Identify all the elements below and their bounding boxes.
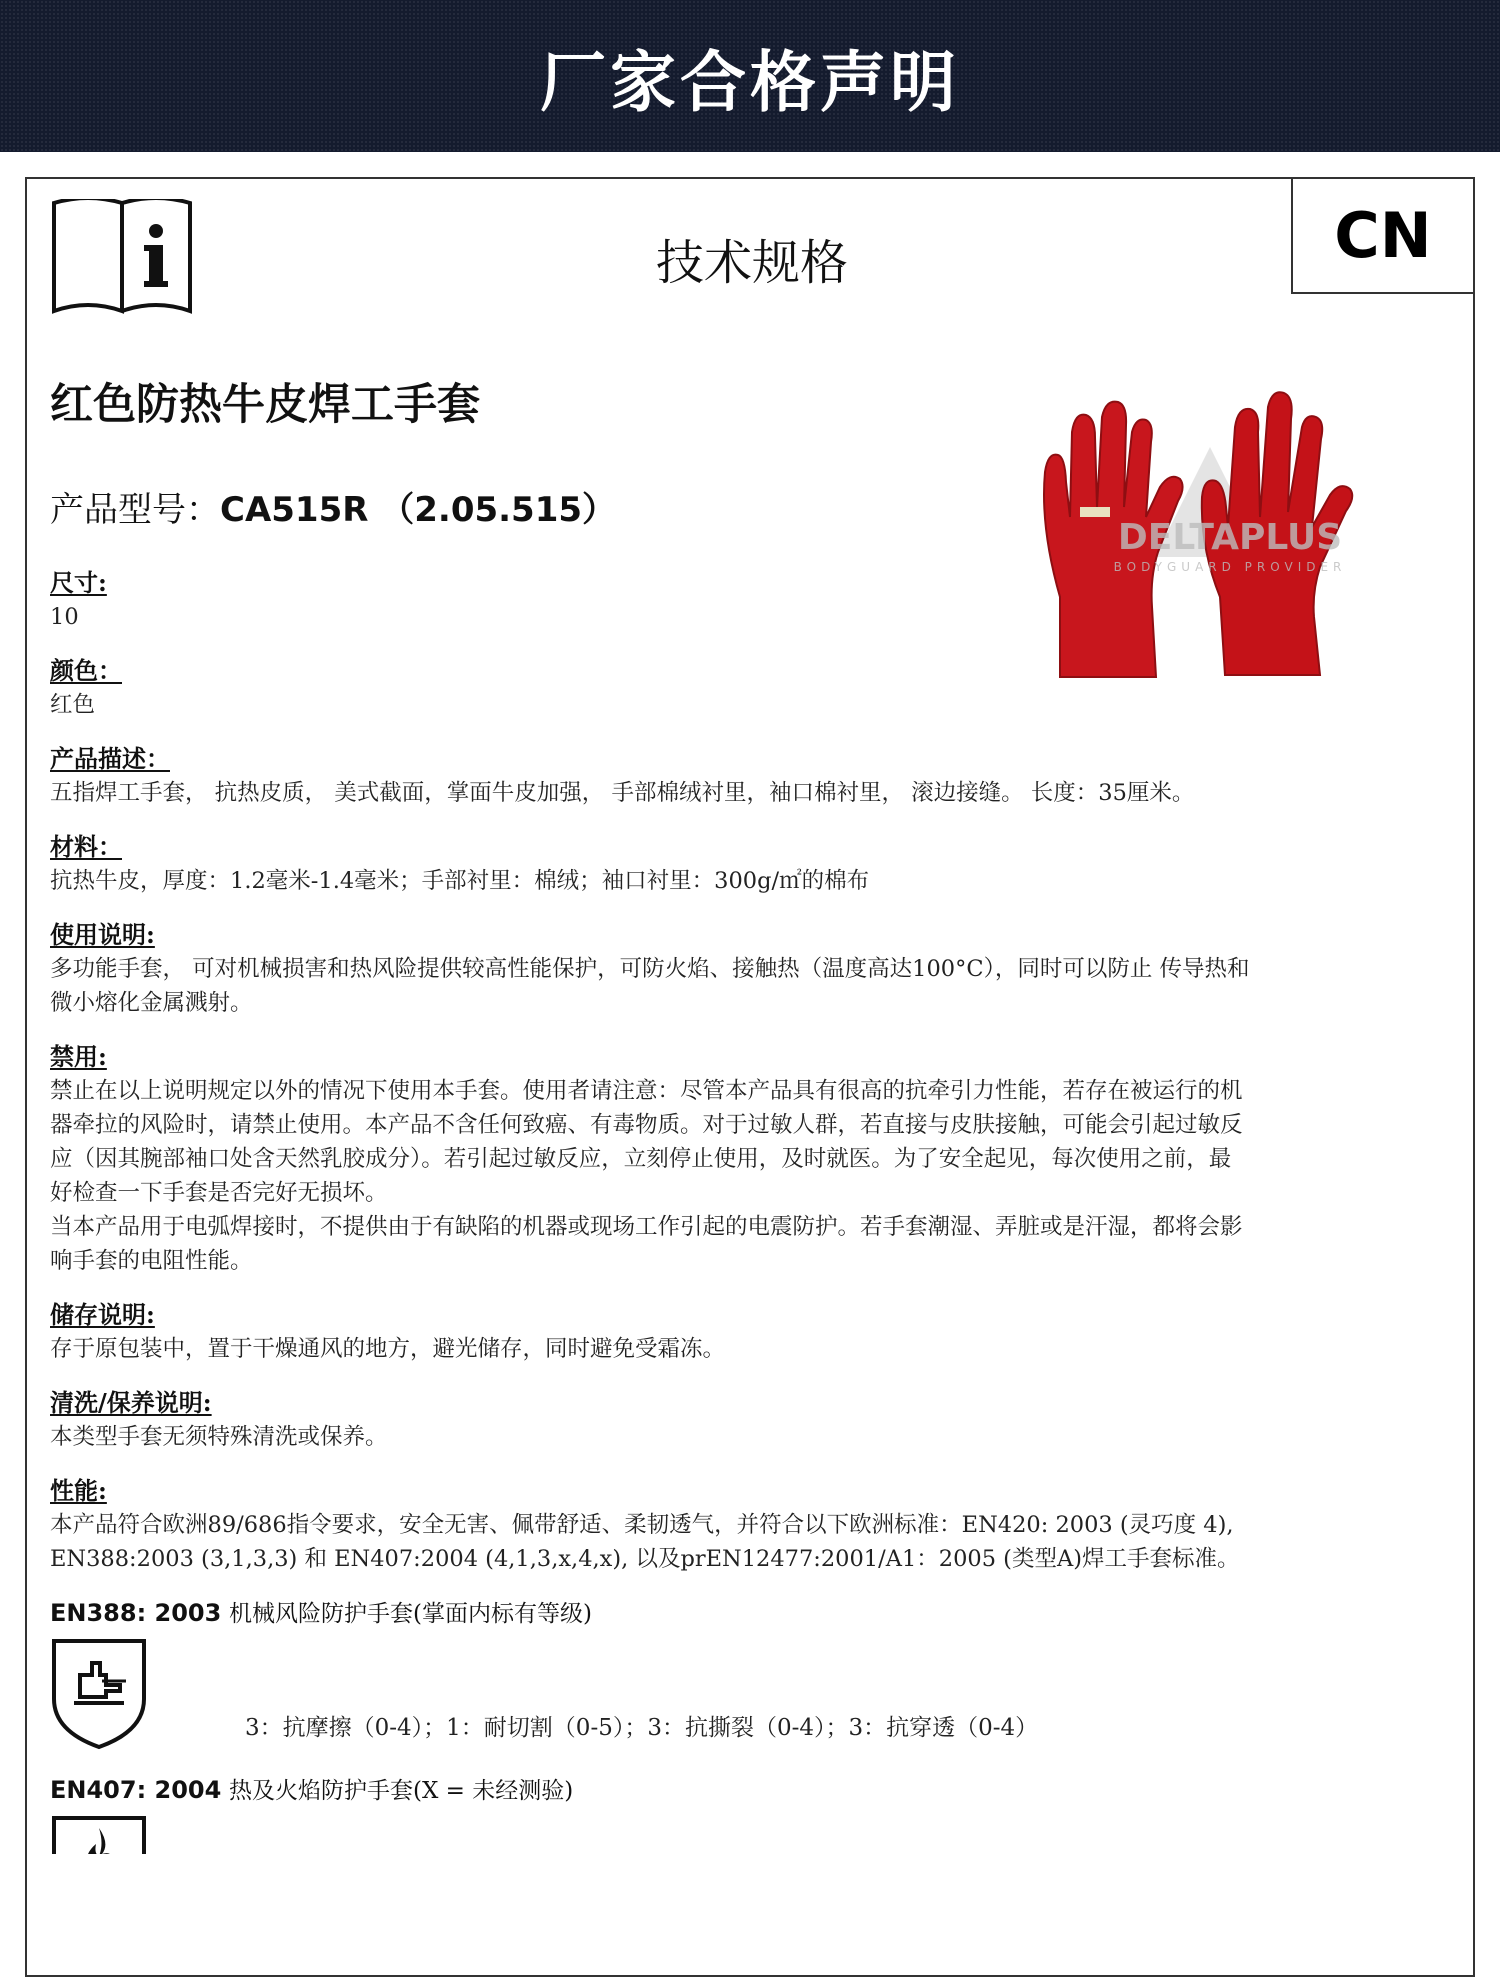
spec-section-performance [50, 1474, 1450, 1576]
section-text: 10 [50, 604, 79, 630]
model-code: CA515R （2.05.515） [220, 490, 617, 530]
section-label: 性能: [50, 1476, 107, 1505]
section-label: 颜色： [50, 656, 122, 685]
spec-content [50, 566, 1450, 1854]
section-text: 多功能手套， 可对机械损害和热风险提供较高性能保护，可防火焰、接触热（温度高达100°C），同时可以防止 传导热和 微小熔化金属溅射。 [50, 956, 1250, 1016]
section-text: 抗热牛皮，厚度：1.2毫米-1.4毫米；手部衬里：棉绒；袖口衬里：300g/㎡的棉布 [50, 868, 870, 894]
standard-description: 热及火焰防护手套(X = 未经测验) [228, 1778, 574, 1804]
section-text: 禁止在以上说明规定以外的情况下使用本手套。使用者请注意：尽管本产品具有很高的抗牵引力性能，若存在被运行的机 器牵拉的风险时，请禁止使用。本产品不含任何致癌、有毒物质。对于过敏人群，若直接与皮肤接触，可能会引起过敏反 应（因其腕部袖口处含天然乳胶成分）。若引起过敏反应，立刻停止使用，及时就医。为了安全起见，每次使用之前，最 好检查一下手套是否完好无损坏。 当本产品用于电弧焊接时，不提供由于有缺陷的机器或现场工作引起的电震防护。若手套潮湿、弄脏或是汗湿，都将会影 响手套的电阻性能。 [50, 1078, 1243, 1274]
banner-title: 厂家合格声明 [540, 43, 960, 121]
document-title: 技术规格 [655, 235, 848, 291]
section-text: 本类型手套无须特殊清洗或保养。 [50, 1424, 388, 1450]
section-text: 本产品符合欧洲89/686指令要求，安全无害、佩带舒适、柔韧透气，并符合以下欧洲标准：EN420: 2003 (灵巧度 4), EN388:2003 (3,1,3,3) 和 EN407:2004 (4,1,3,x,4,x), 以及prEN12477:2001/A1：2005 (类型A)焊工手套标准。 [50, 1512, 1240, 1572]
section-text: 存于原包装中，置于干燥通风的地方，避光储存，同时避免受霜冻。 [50, 1336, 726, 1362]
section-label: 材料： [50, 832, 122, 861]
spec-section-storage [50, 1298, 1450, 1366]
section-label: 产品描述： [50, 744, 170, 773]
section-label: 使用说明: [50, 920, 155, 949]
standard-code: EN407: 2004 [50, 1776, 222, 1804]
en407-block [50, 1814, 148, 1854]
section-label: 尺寸: [50, 568, 107, 597]
spec-section-usage [50, 918, 1450, 1020]
model-label: 产品型号： [50, 490, 220, 530]
en388-ratings: 3：抗摩擦（0-4）；1：耐切割（0-5）；3：抗撕裂（0-4）；3：抗穿透（0-4） [245, 1715, 1039, 1741]
spec-sheet [25, 177, 1475, 1977]
standard-code: EN388: 2003 [50, 1599, 222, 1627]
standard-en407 [50, 1773, 1450, 1808]
heat-flame-pictogram-icon [50, 1814, 148, 1854]
model-number [50, 482, 616, 531]
section-text: 红色 [50, 692, 96, 718]
header-banner [0, 0, 1500, 152]
product-name: 红色防热牛皮焊工手套 [50, 380, 480, 430]
watermark-brand: DELTAPLUS [1117, 517, 1343, 558]
spec-section-size [50, 566, 1450, 634]
en388-block [50, 1637, 1450, 1755]
mechanical-hazard-pictogram-icon [50, 1637, 148, 1751]
section-label: 储存说明: [50, 1300, 155, 1329]
spec-section-cleaning [50, 1386, 1450, 1454]
watermark-tagline: BODYGUARD PROVIDER [1113, 560, 1347, 574]
language-code: CN [1291, 177, 1475, 294]
section-label: 禁用: [50, 1042, 107, 1071]
standard-en388 [50, 1596, 1450, 1631]
spec-section-material [50, 830, 1450, 898]
spec-section-description [50, 742, 1450, 810]
section-text: 五指焊工手套， 抗热皮质， 美式截面，掌面牛皮加强， 手部棉绒衬里，袖口棉衬里， 滚边接缝。 长度：35厘米。 [50, 780, 1195, 806]
spec-section-color [50, 654, 1450, 722]
section-label: 清洗/保养说明: [50, 1388, 212, 1417]
spec-section-prohibited [50, 1040, 1450, 1278]
standard-description: 机械风险防护手套(掌面内标有等级) [228, 1601, 592, 1627]
